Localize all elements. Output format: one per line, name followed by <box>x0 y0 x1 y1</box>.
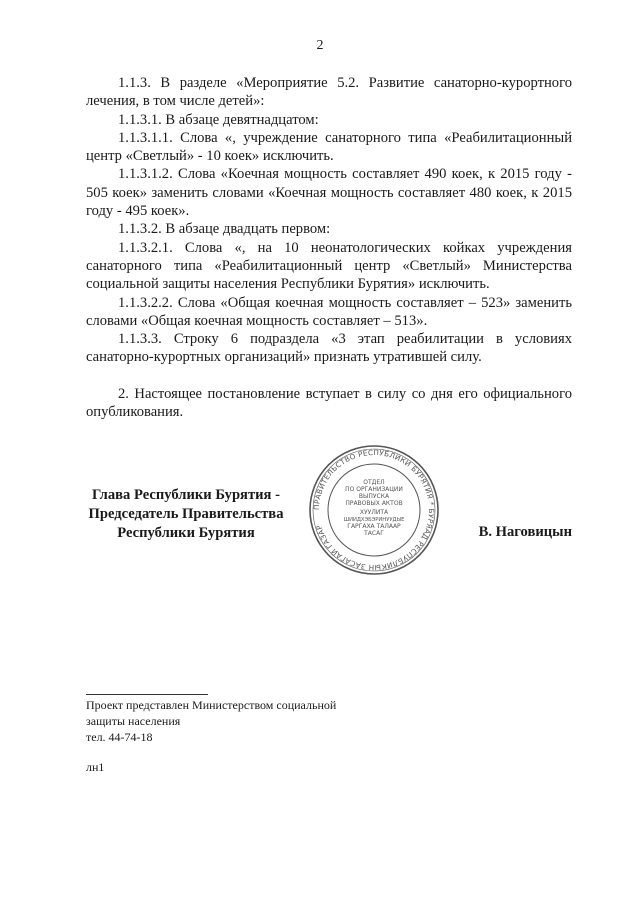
paragraph: 1.1.3.1. В абзаце девятнадцатом: <box>118 111 319 128</box>
paragraph-effective-date: 2. Настоящее постановление вступает в силу со дня его официального опубликования. <box>86 385 572 421</box>
paragraph: 1.1.3.2. В абзаце двадцать первом: <box>118 221 331 238</box>
seal-line: ОТДЕЛ <box>363 479 385 486</box>
official-seal <box>308 444 440 576</box>
seal-line: ГАРГАХА ТАЛААР <box>347 523 401 530</box>
paragraph: 1.1.3.1.1. Слова «, учреждение санаторного типа «Реабилитационный центр «Светлый» - 10 коек» исключить. <box>86 129 572 165</box>
footnote-line: защиты населения <box>86 714 181 728</box>
signatory-title-line: Председатель Правительства <box>88 506 284 522</box>
seal-line: ВЫПУСКА <box>358 493 390 500</box>
paragraph: 1.1.3.3. Строку 6 подраздела «3 этап реабилитации в условиях санаторно-курортных организаций» признать утратившей силу. <box>86 331 572 366</box>
document-index-mark: лн1 <box>86 760 105 774</box>
footnote <box>86 697 336 745</box>
signatory-name: В. Наговицын <box>478 524 572 540</box>
footnote-divider <box>86 694 208 695</box>
signatory-title-line: Республики Бурятия <box>117 525 255 541</box>
seal-ring-text: ПРАВИТЕЛЬСТВО РЕСПУБЛИКИ БУРЯТИЯ * БУРЯАД РЕСПУБЛИКЫН ЗАСАГАЙ ГАЗАР <box>311 447 437 573</box>
paragraph: 1.1.3.1.2. Слова «Коечная мощность составляет 490 коек, к 2015 году - 505 коек» заменить словами «Коечная мощность составляет 480 коек, к 2015 году - 495 коек». <box>86 166 572 220</box>
signatory-title <box>86 486 286 543</box>
seal-line: ПРАВОВЫХ АКТОВ <box>345 500 403 507</box>
document-body <box>86 74 572 421</box>
seal-line: ПО ОРГАНИЗАЦИИ <box>345 486 403 493</box>
signatory-title-line: Глава Республики Бурятия - <box>92 487 280 503</box>
seal-line: ТАСАГ <box>364 530 384 537</box>
footnote-phone: тел. 44-74-18 <box>86 730 153 744</box>
seal-line: ХУУЛИТА <box>359 509 389 516</box>
footnote-line: Проект представлен Министерством социальной <box>86 698 337 712</box>
paragraph: 1.1.3.2.1. Слова «, на 10 неонатологических койках учреждения санаторного типа «Реабилитационный центр «Светлый» Министерства социальной защиты населения Республики Бурятия» исключить. <box>86 239 572 293</box>
paragraph: 1.1.3.2.2. Слова «Общая коечная мощность составляет – 523» заменить словами «Общая коечная мощность составляет – 513». <box>86 294 572 329</box>
seal-line: ШИИДХЭБЭРИНУУДЫЕ <box>343 517 405 523</box>
paragraph: 1.1.3. В разделе «Мероприятие 5.2. Развитие санаторно-курортного лечения, в том числе детей»: <box>86 75 572 110</box>
page-number: 2 <box>316 38 324 53</box>
